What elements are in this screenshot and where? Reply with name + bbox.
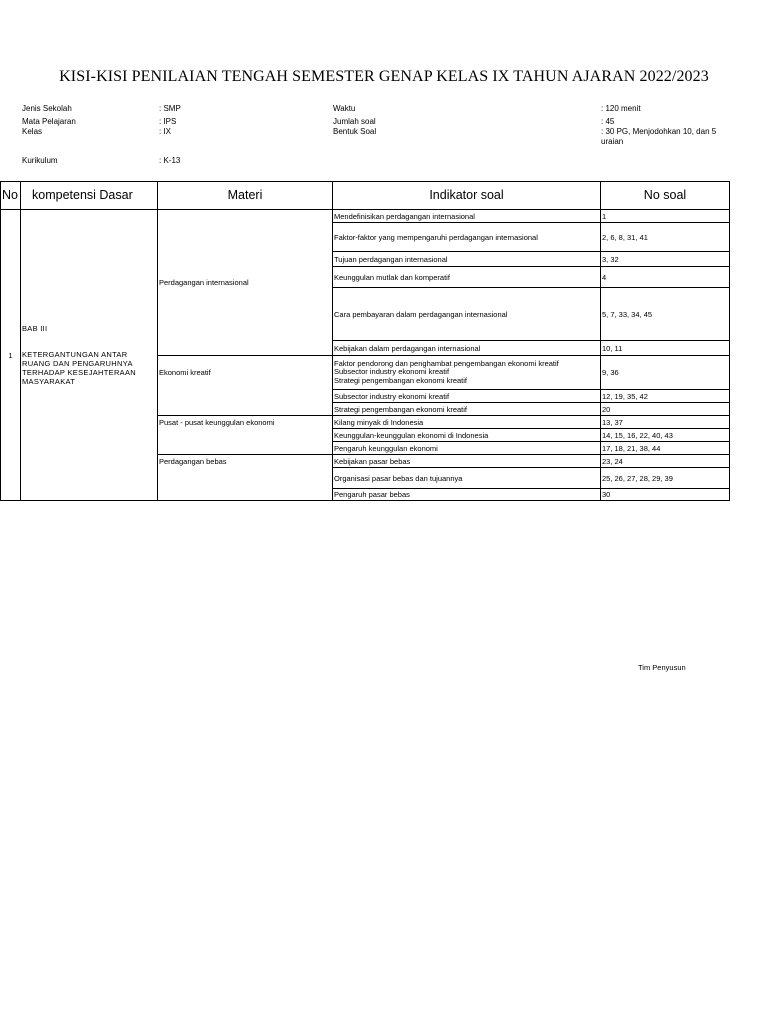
no-soal-cell: 2, 6, 8, 31, 41 — [601, 223, 730, 252]
table-row — [1, 210, 730, 223]
indikator-cell: Cara pembayaran dalam perdagangan internasional — [333, 288, 601, 341]
header-kompetensi-dasar: kompetensi Dasar — [21, 182, 158, 210]
kurikulum-value: : K-13 — [159, 156, 181, 165]
kisi-kisi-table — [0, 181, 730, 501]
materi-perdagangan-bebas: Perdagangan bebas — [158, 455, 333, 501]
kompetensi-dasar-cell — [21, 210, 158, 501]
no-soal-cell: 5, 7, 33, 34, 45 — [601, 288, 730, 341]
indikator-cell: Tujuan perdagangan internasional — [333, 252, 601, 267]
waktu-label: Waktu — [333, 104, 356, 113]
no-soal-cell: 25, 26, 27, 28, 29, 39 — [601, 468, 730, 489]
no-soal-cell: 9, 36 — [601, 356, 730, 390]
indikator-cell: Faktor-faktor yang mempengaruhi perdagangan internasional — [333, 223, 601, 252]
indikator-cell: Keunggulan-keunggulan ekonomi di Indonesia — [333, 429, 601, 442]
header-materi: Materi — [158, 182, 333, 210]
header-no-soal: No soal — [601, 182, 730, 210]
tim-penyusun: Tim Penyusun — [638, 663, 686, 672]
no-soal-cell: 23, 24 — [601, 455, 730, 468]
indikator-line: Strategi pengembangan ekonomi kreatif — [334, 375, 468, 385]
no-soal-cell: 13, 37 — [601, 416, 730, 429]
jenis-sekolah-value: : SMP — [159, 104, 181, 113]
no-soal-cell: 10, 11 — [601, 341, 730, 356]
header-indikator-soal: Indikator soal — [333, 182, 601, 210]
row-number: 1 — [1, 210, 21, 501]
page-title: KISI-KISI PENILAIAN TENGAH SEMESTER GENAP KELAS IX TAHUN AJARAN 2022/2023 — [59, 68, 709, 85]
indikator-line: Subsector industry ekonomi kreatif — [334, 367, 450, 376]
indikator-cell: Kilang minyak di Indonesia — [333, 416, 601, 429]
mata-pelajaran-value: : IPS — [159, 117, 177, 126]
kurikulum-label: Kurikulum — [22, 156, 58, 165]
jumlah-soal-value: : 45 — [601, 117, 615, 126]
indikator-cell: Kebijakan dalam perdagangan internasional — [333, 341, 601, 356]
bentuk-soal-value: : 30 PG, Menjodohkan 10, dan 5 uraian — [601, 127, 717, 146]
header-no: No — [1, 182, 21, 210]
kd-bab: BAB III — [22, 324, 48, 333]
indikator-cell: Mendefinisikan perdagangan internasional — [333, 210, 601, 223]
waktu-value: : 120 menit — [601, 104, 641, 113]
indikator-cell-multiline — [333, 356, 601, 390]
no-soal-cell: 12, 19, 35, 42 — [601, 390, 730, 403]
indikator-cell: Pengaruh keunggulan ekonomi — [333, 442, 601, 455]
no-soal-cell: 1 — [601, 210, 730, 223]
jumlah-soal-label: Jumlah soal — [333, 117, 376, 126]
no-soal-cell: 4 — [601, 267, 730, 288]
indikator-cell: Kebijakan pasar bebas — [333, 455, 601, 468]
indikator-cell: Strategi pengembangan ekonomi kreatif — [333, 403, 601, 416]
kd-title: KETERGANTUNGAN ANTAR RUANG DAN PENGARUHNYA TERHADAP KESEJAHTERAAN MASYARAKAT — [22, 350, 136, 386]
table-header-row — [1, 182, 730, 210]
kelas-label: Kelas — [22, 127, 43, 136]
indikator-cell: Pengaruh pasar bebas — [333, 489, 601, 501]
no-soal-cell: 14, 15, 16, 22, 40, 43 — [601, 429, 730, 442]
kelas-value: : IX — [159, 127, 172, 136]
materi-perdagangan-internasional: Perdagangan internasional — [158, 210, 333, 356]
materi-pusat-keunggulan-ekonomi: Pusat - pusat keunggulan ekonomi — [158, 416, 333, 455]
no-soal-cell: 17, 18, 21, 38, 44 — [601, 442, 730, 455]
indikator-cell: Keunggulan mutlak dan komperatif — [333, 267, 601, 288]
indikator-cell: Organisasi pasar bebas dan tujuannya — [333, 468, 601, 489]
jenis-sekolah-label: Jenis Sekolah — [22, 104, 72, 113]
no-soal-cell: 20 — [601, 403, 730, 416]
mata-pelajaran-label: Mata Pelajaran — [22, 117, 76, 126]
indikator-line: Faktor pendorong dan penghambat pengembangan ekonomi kreatif — [334, 360, 559, 368]
indikator-cell: Subsector industry ekonomi kreatif — [333, 390, 601, 403]
no-soal-cell: 30 — [601, 489, 730, 501]
bentuk-soal-label: Bentuk Soal — [333, 127, 377, 136]
no-soal-cell: 3, 32 — [601, 252, 730, 267]
materi-ekonomi-kreatif: Ekonomi kreatif — [158, 356, 333, 416]
